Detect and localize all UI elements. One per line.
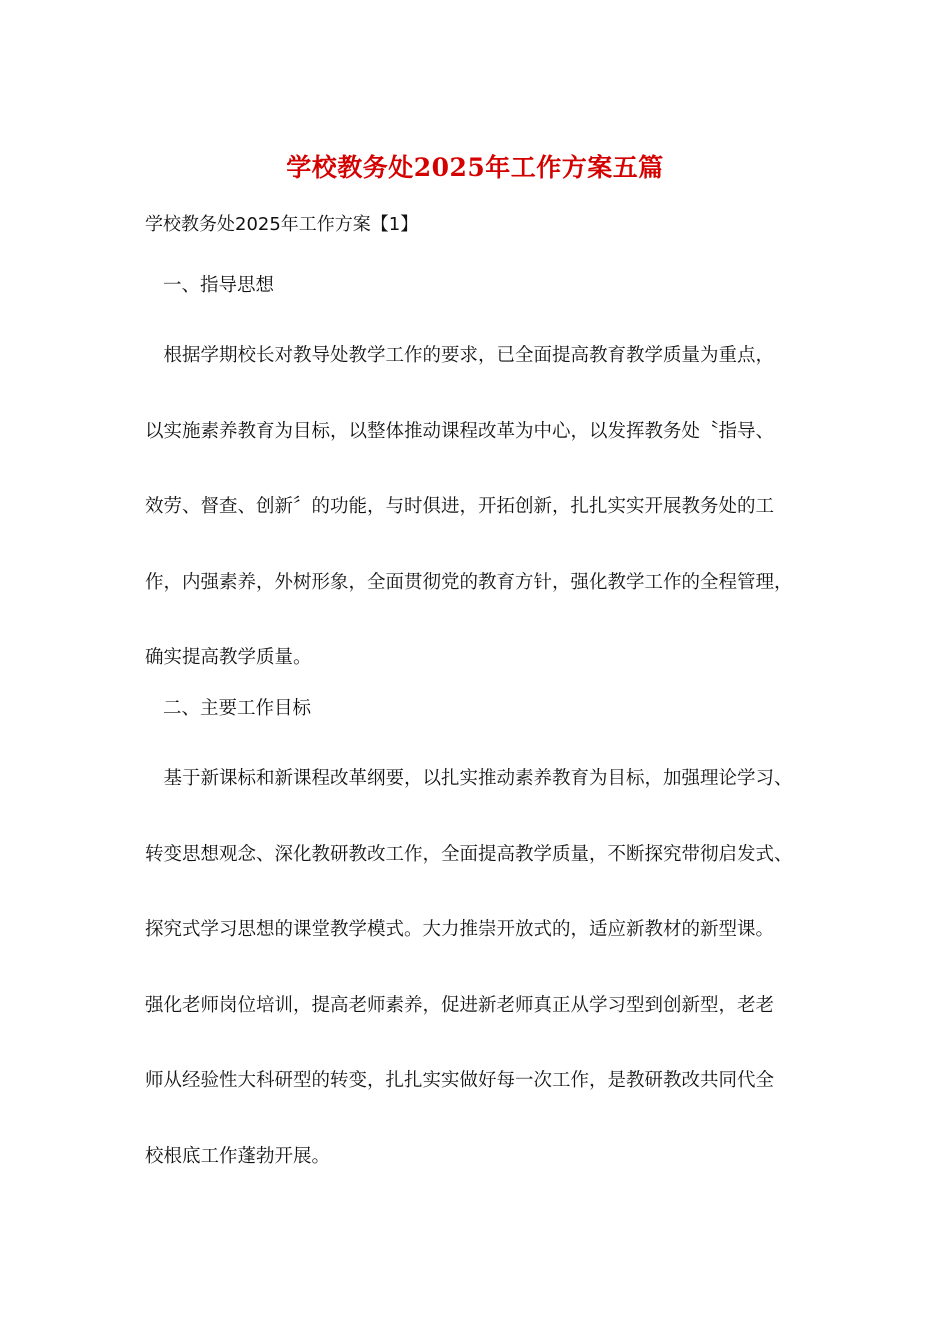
paragraph-line: 效劳、督查、创新〞的功能，与时俱进，开拓创新，扎扎实实开展教务处的工 (145, 496, 775, 517)
paragraph-line: 作，内强素养，外树形象，全面贯彻党的教育方针，强化教学工作的全程管理， (145, 571, 793, 593)
section-paragraph-main-goals (145, 741, 810, 1194)
paragraph-line: 师从经验性大科研型的转变，扎扎实实做好每一次工作，是教研教改共同代全 (145, 1070, 775, 1091)
document-subtitle: 学校教务处2025年工作方案【1】 (145, 214, 419, 235)
paragraph-line: 转变思想观念、深化教研教改工作，全面提高教学质量，不断探究带彻启发式、 (145, 843, 793, 865)
paragraph-line: 校根底工作蓬勃开展。 (145, 1145, 331, 1167)
paragraph-line: 强化老师岗位培训，提高老师素养，促进新老师真正从学习型到创新型，老老 (145, 994, 775, 1016)
paragraph-line: 根据学期校长对教导处教学工作的要求，已全面提高教育教学质量为重点， (145, 345, 775, 366)
paragraph-line: 确实提高教学质量。 (145, 647, 312, 668)
section-heading-main-goals: 二、主要工作目标 (163, 698, 312, 719)
paragraph-line: 以实施素养教育为目标，以整体推动课程改革为中心，以发挥教务处〝指导、 (145, 420, 775, 442)
paragraph-line: 探究式学习思想的课堂教学模式。大力推崇开放式的，适应新教材的新型课。 (145, 919, 775, 940)
document-title: 学校教务处2025年工作方案五篇 (286, 153, 664, 182)
section-paragraph-guiding-ideology (145, 318, 810, 696)
paragraph-line: 基于新课标和新课程改革纲要，以扎实推动素养教育为目标，加强理论学习、 (145, 768, 793, 789)
section-heading-guiding-ideology: 一、指导思想 (163, 275, 275, 296)
